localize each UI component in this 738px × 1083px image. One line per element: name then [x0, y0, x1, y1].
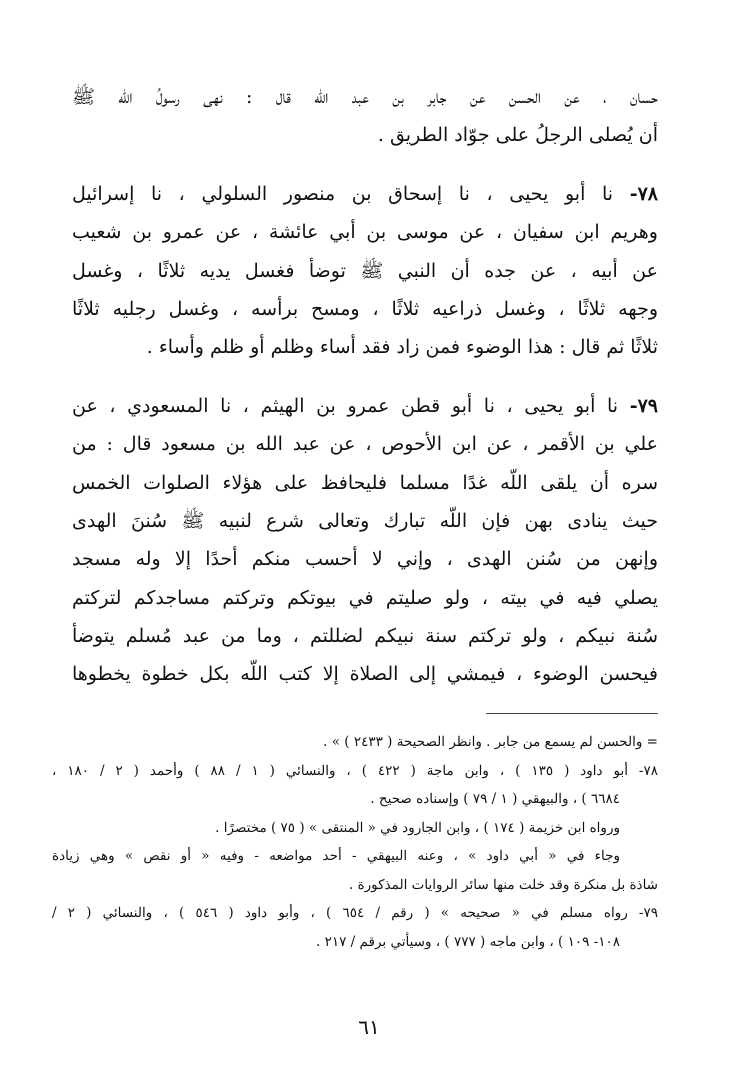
text-line: وإنهن من سُنن الهدى ، وإني لا أحسب منكم أحدًا إلا وله مسجد	[72, 548, 658, 571]
footnote-line: ٦٦٨٤ ) ، والبيهقي ( ١ / ٧٩ ) وإسناده صحيح .	[370, 791, 620, 807]
hadith-78-heading-line	[72, 175, 658, 213]
text-line: وهريم ابن سفيان ، عن موسى بن أبي عائشة ، عن عمرو بن شعيب	[72, 221, 658, 244]
text-line: أن يُصلى الرجلُ على جوّاد الطريق .	[377, 124, 658, 147]
text-line: وجهه ثلاثًا ، وغسل ذراعيه ثلاثًا ، ومسح برأسه ، وغسل رجليه ثلاثًا	[72, 297, 658, 320]
footnote-line: ١٠٨- ١٠٩ ) ، وابن ماجه ( ٧٧٧ ) ، وسيأتي برقم / ٢١٧ .	[316, 933, 620, 950]
main-text	[72, 78, 658, 694]
footnote-line: ٧٨- أبو داود ( ١٣٥ ) ، وابن ماجة ( ٤٢٢ ) ، والنسائي ( ١ / ٨٨ ) وأحمد ( ٢ / ١٨٠ ،	[52, 762, 658, 779]
hadith-78-number: ٧٨-	[629, 182, 658, 205]
hadith-79-number: ٧٩-	[629, 394, 658, 417]
hadith-78-first-line: نا أبو يحيى ، نا إسحاق بن منصور السلولي ، نا إسرائيل	[72, 182, 614, 205]
footnotes	[52, 728, 658, 956]
page-number: ٦١	[358, 1015, 380, 1039]
text-line: فيحسن الوضوء ، فيمشي إلى الصلاة إلا كتب اللّه بكل خطوة يخطوها	[72, 663, 658, 686]
hadith-79-first-line: نا أبو يحيى ، نا أبو قطن عمرو بن الهيثم ، نا المسعودي ، عن	[72, 394, 619, 417]
text-line: حيث ينادى بهن فإن اللّه تبارك وتعالى شرع لنبيه ﷺ سُننَ الهدى	[72, 509, 658, 532]
text-line: عن أبيه ، عن جده أن النبي ﷺ توضأ فغسل يديه ثلاثًا ، وغسل	[72, 259, 658, 282]
footnote-line: ٧٩- رواه مسلم في « صحيحه » ( رقم / ٦٥٤ ) ، وأبو داود ( ٥٤٦ ) ، والنسائي ( ٢ /	[52, 905, 658, 921]
text-line: حسان ، عن الحسن عن جابر بن عبد الله قال : نهى رسولُ اللّه ﷺ	[72, 86, 658, 108]
text-line: ثلاثًا ثم قال : هذا الوضوء فمن زاد فقد أساء وظلم أو ظلم وأساء .	[146, 336, 658, 359]
hadith-79-heading-line	[72, 387, 658, 425]
text-line: يصلي فيه في بيته ، ولو صليتم في بيوتكم وتركتم مساجدكم لتركتم	[72, 586, 658, 609]
footnote-line: شاذة بل منكرة وقد خلت منها سائر الروايات المذكورة .	[349, 876, 658, 893]
text-line: سُنة نبيكم ، ولو تركتم سنة نبيكم لضللتم ، وما من عبد مُسلم يتوضأ	[72, 625, 658, 648]
footnote-line: = والحسن لم يسمع من جابر . وانظر الصحيحة ( ٢٤٣٣ ) » .	[323, 734, 658, 750]
footnote-line: ورواه ابن خزيمة ( ١٧٤ ) ، وابن الجارود في « المنتقى » ( ٧٥ ) مختصرًا .	[215, 819, 620, 836]
text-line: سره أن يلقى اللّه غدًا مسلما فليحافظ على هؤلاء الصلوات الخمس	[72, 471, 658, 494]
text-line: علي بن الأقمر ، عن ابن الأحوص ، عن عبد الله بن مسعود قال : من	[72, 433, 658, 456]
footnote-divider	[486, 713, 658, 714]
footnote-line: وجاء في « أبي داود » ، وعنه البيهقي - أحد مواضعه - وفيه « أو نقص » وهي زيادة	[52, 848, 620, 864]
